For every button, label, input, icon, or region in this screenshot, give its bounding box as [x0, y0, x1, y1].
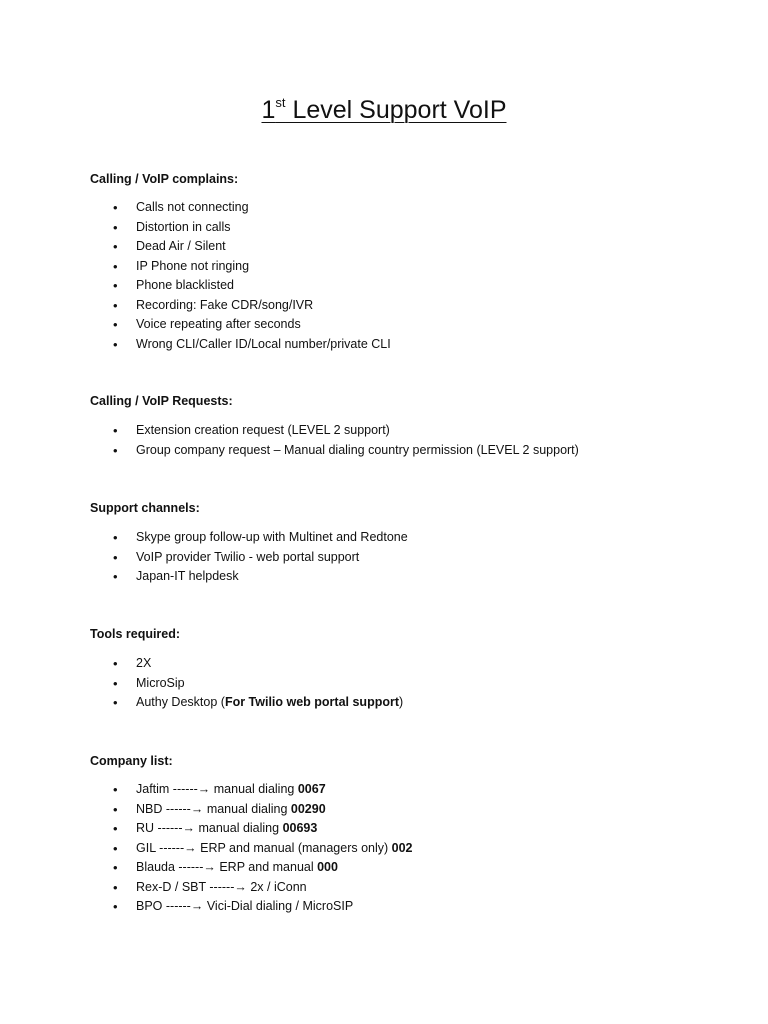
company-item — [0, 839, 413, 859]
list-item: • Group company request – Manual dialing country permission (LEVEL 2 support) — [0, 441, 579, 461]
list-item: • 2X — [0, 654, 403, 674]
tools-list — [0, 654, 403, 713]
company-item — [0, 800, 413, 820]
page-title — [0, 94, 768, 126]
company-text: NBD ------→ manual dialing — [136, 801, 291, 816]
list-item: • Phone blacklisted — [0, 276, 391, 296]
tools-heading: Tools required: — [90, 627, 181, 641]
list-item: • Japan-IT helpdesk — [0, 567, 408, 587]
company-code: 002 — [391, 840, 413, 855]
title-number: 1 — [261, 96, 276, 124]
page-title-text — [261, 96, 506, 124]
company-text: Rex-D / SBT ------→ 2x / iConn — [136, 879, 307, 894]
list-item: • Dead Air / Silent — [0, 237, 391, 257]
companies-heading: Company list: — [90, 754, 173, 768]
list-item: • Calls not connecting — [0, 198, 391, 218]
complains-heading: Calling / VoIP complains: — [90, 172, 239, 186]
company-text: GIL ------→ ERP and manual (managers only) — [136, 840, 392, 855]
list-item: • Extension creation request (LEVEL 2 support) — [0, 421, 579, 441]
list-item: • Voice repeating after seconds — [0, 315, 391, 335]
list-item: • IP Phone not ringing — [0, 257, 391, 277]
channels-heading: Support channels: — [90, 501, 200, 515]
company-item — [0, 858, 413, 878]
company-code: 00693 — [282, 821, 318, 835]
company-item — [0, 878, 413, 898]
company-text: Blauda ------→ ERP and manual — [136, 860, 318, 874]
company-code: 0067 — [297, 782, 326, 796]
requests-heading: Calling / VoIP Requests: — [90, 394, 233, 408]
complains-list — [0, 198, 391, 354]
company-item — [0, 897, 413, 917]
authy-bold-text: For Twilio web portal support — [224, 695, 400, 709]
channels-list — [0, 528, 408, 587]
list-item: • MicroSip — [0, 674, 403, 694]
company-code: 00290 — [290, 801, 326, 816]
company-code: 000 — [317, 860, 338, 874]
list-item: • VoIP provider Twilio - web portal support — [0, 548, 408, 568]
company-text: Jaftim ------→ manual dialing — [136, 782, 298, 796]
company-text: RU ------→ manual dialing — [136, 821, 283, 835]
list-item-authy — [0, 693, 403, 713]
title-superscript: st — [275, 95, 286, 110]
company-text: BPO ------→ Vici-Dial dialing / MicroSIP — [136, 899, 354, 913]
list-item: • Recording: Fake CDR/song/IVR — [0, 296, 391, 316]
requests-list — [0, 421, 579, 460]
authy-close: ) — [399, 695, 404, 709]
company-item — [0, 780, 413, 800]
company-item — [0, 819, 413, 839]
list-item: • Distortion in calls — [0, 218, 391, 238]
authy-text: Authy Desktop ( — [136, 695, 225, 709]
list-item: • Skype group follow-up with Multinet and Redtone — [0, 528, 408, 548]
title-rest: Level Support VoIP — [285, 96, 507, 124]
companies-list — [0, 780, 413, 917]
list-item: • Wrong CLI/Caller ID/Local number/private CLI — [0, 335, 391, 355]
